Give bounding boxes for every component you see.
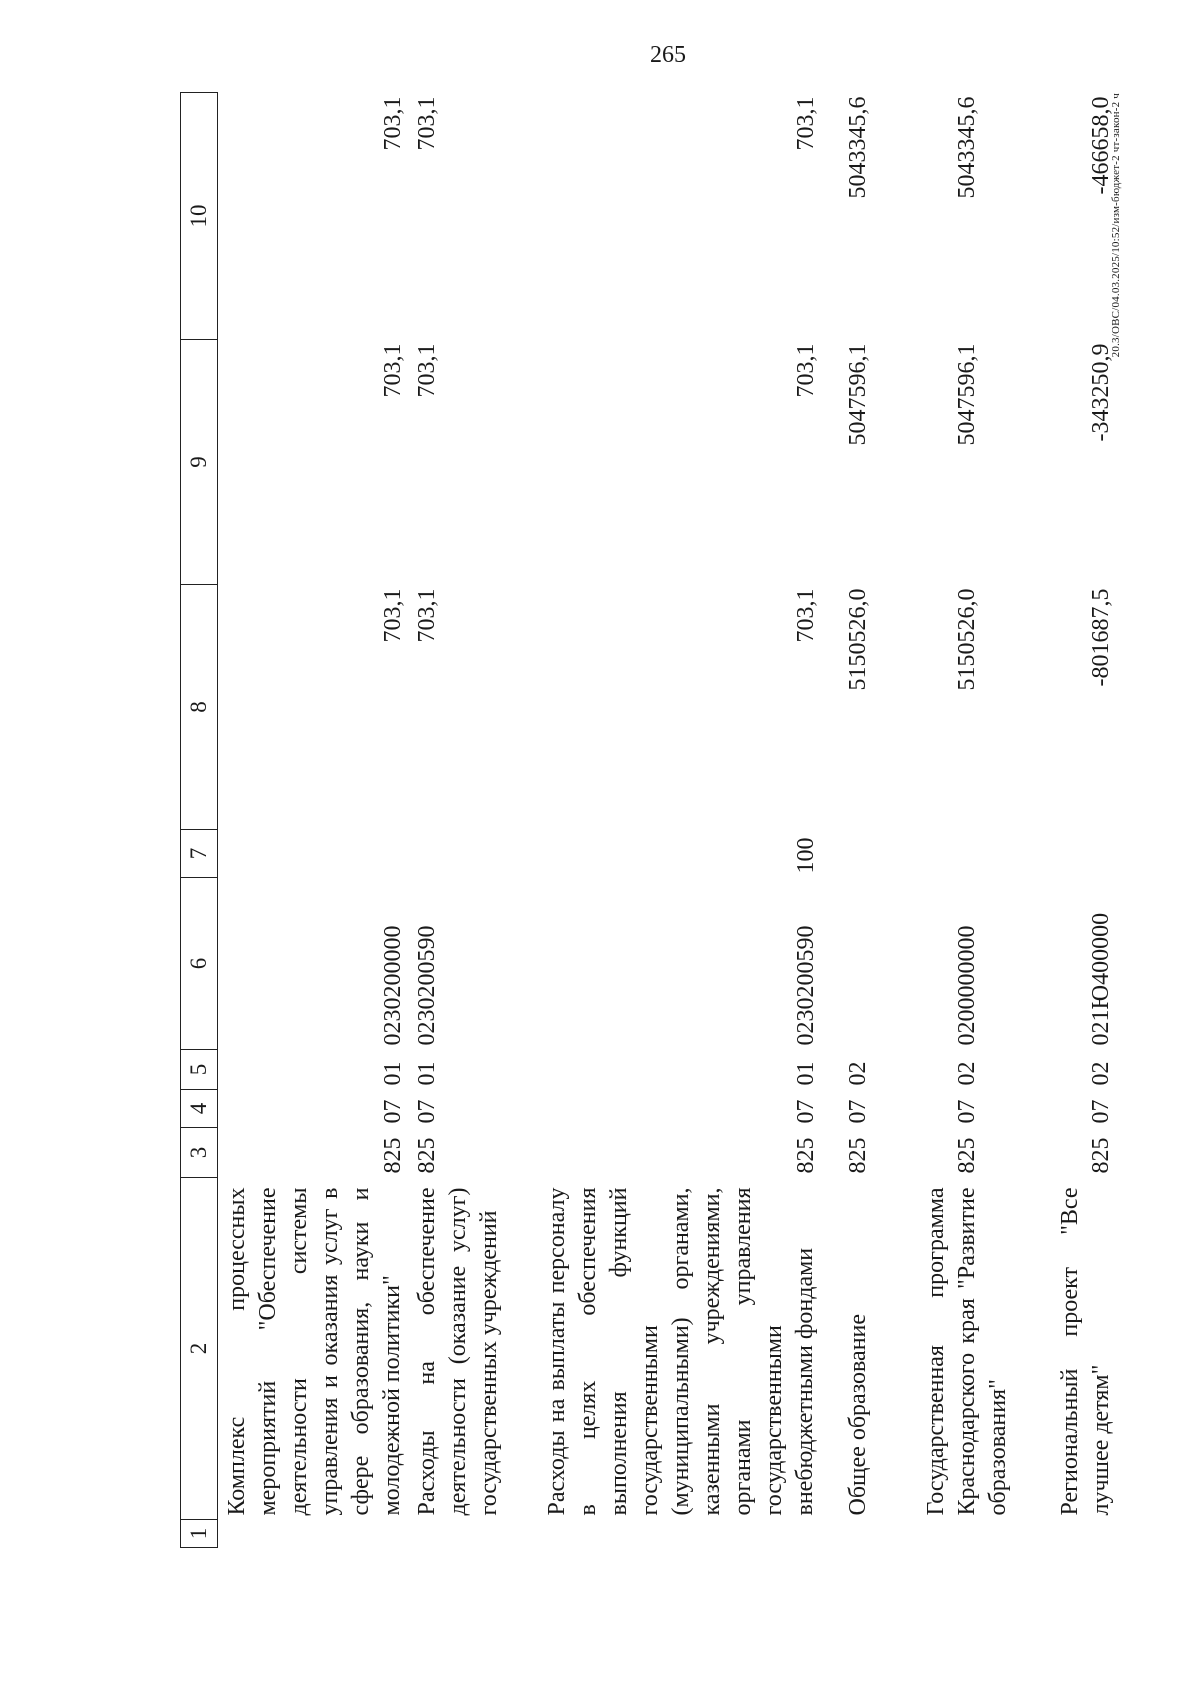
cell-c7 xyxy=(408,830,538,878)
table-row xyxy=(408,93,538,1548)
cell-c6 xyxy=(821,878,901,1050)
cell-c10: 703,1 xyxy=(414,96,440,151)
cell-c7: 100 xyxy=(793,837,819,874)
cell-c3: 825 xyxy=(380,1137,406,1174)
rotated-sheet xyxy=(180,93,1135,1548)
cell-c10: 703,1 xyxy=(793,96,819,151)
table-row xyxy=(538,93,821,1548)
cell-c5: 01 xyxy=(380,1061,406,1086)
table-row xyxy=(218,93,409,1548)
cell-c4: 07 xyxy=(414,1099,440,1124)
cell-c9: 5047596,1 xyxy=(954,343,980,446)
cell-c8: 5150526,0 xyxy=(845,588,871,691)
table-row xyxy=(901,93,1041,1548)
col-header-9: 9 xyxy=(181,340,218,585)
cell-c6: 0230200000 xyxy=(380,925,406,1046)
row-name: Комплекс процессных мероприятий "Обеспечение деятельности системы управления и оказания услуг в сфере образования, науки и молодежной политики" xyxy=(224,1187,405,1516)
cell-c4: 07 xyxy=(1088,1099,1114,1124)
cell-c4: 07 xyxy=(793,1099,819,1124)
col-header-8: 8 xyxy=(181,585,218,830)
col-header-4: 4 xyxy=(181,1090,218,1128)
cell-c4: 07 xyxy=(845,1099,871,1124)
cell-c4: 07 xyxy=(954,1099,980,1124)
cell-c10: -466658,0 xyxy=(1088,96,1114,195)
cell-c7 xyxy=(821,830,901,878)
col-header-5: 5 xyxy=(181,1050,218,1090)
cell-c6: 0230200590 xyxy=(793,925,819,1046)
page-number: 265 xyxy=(650,42,686,68)
col-header-2: 2 xyxy=(181,1178,218,1520)
cell-c7 xyxy=(218,830,409,878)
cell-c5: 02 xyxy=(1088,1061,1114,1086)
cell-c10: 703,1 xyxy=(380,96,406,151)
row-name: Региональный проект "Все лучшее детям" xyxy=(1057,1187,1114,1516)
budget-table xyxy=(180,92,1141,1548)
row-name: Общее образование xyxy=(845,1313,871,1516)
row-name: Расходы на выплаты персоналу в целях обеспечения выполнения функций государственными (муниципальными) органами, казенными учреждениями, органами управления государственными внебюджетными фондами xyxy=(544,1187,818,1516)
col-header-7: 7 xyxy=(181,830,218,878)
cell-c3: 825 xyxy=(414,1137,440,1174)
cell-c10: 5043345,6 xyxy=(954,96,980,199)
cell-c8: 703,1 xyxy=(414,588,440,643)
cell-c7 xyxy=(1041,830,1141,878)
table-row xyxy=(821,93,901,1548)
cell-c3: 825 xyxy=(1088,1137,1114,1174)
cell-c9: 703,1 xyxy=(380,343,406,398)
cell-c10: 5043345,6 xyxy=(845,96,871,199)
cell-c6: 021Ю400000 xyxy=(1088,912,1114,1046)
cell-c8: 5150526,0 xyxy=(954,588,980,691)
cell-c8: 703,1 xyxy=(380,588,406,643)
cell-c7 xyxy=(901,830,1041,878)
cell-c3: 825 xyxy=(954,1137,980,1174)
cell-c6: 0200000000 xyxy=(954,925,980,1046)
cell-c5: 01 xyxy=(414,1061,440,1086)
row-name: Расходы на обеспечение деятельности (оказание услуг) государственных учреждений xyxy=(414,1187,502,1516)
cell-c9: -343250,9 xyxy=(1088,343,1114,442)
col-header-6: 6 xyxy=(181,878,218,1050)
row-name: Государственная программа Краснодарского края "Развитие образования" xyxy=(923,1187,1011,1516)
col-header-1: 1 xyxy=(181,1520,218,1548)
cell-c8: 703,1 xyxy=(793,588,819,643)
cell-c9: 703,1 xyxy=(414,343,440,398)
cell-c9: 703,1 xyxy=(793,343,819,398)
cell-c6: 0230200590 xyxy=(414,925,440,1046)
cell-c5: 02 xyxy=(845,1061,871,1086)
table-row xyxy=(1041,93,1141,1548)
cell-c5: 02 xyxy=(954,1061,980,1086)
footer-code: 20.3/ОВС/04.03.2025/10:52/изм-бюджет-2 чт-закон-2 ч xyxy=(1110,93,1122,358)
cell-c3: 825 xyxy=(845,1137,871,1174)
cell-c8: -801687,5 xyxy=(1088,588,1114,687)
cell-c4: 07 xyxy=(380,1099,406,1124)
col-header-3: 3 xyxy=(181,1128,218,1178)
cell-c3: 825 xyxy=(793,1137,819,1174)
col-header-10: 10 xyxy=(181,93,218,340)
cell-c5: 01 xyxy=(793,1061,819,1086)
header-row xyxy=(181,93,218,1548)
cell-c9: 5047596,1 xyxy=(845,343,871,446)
